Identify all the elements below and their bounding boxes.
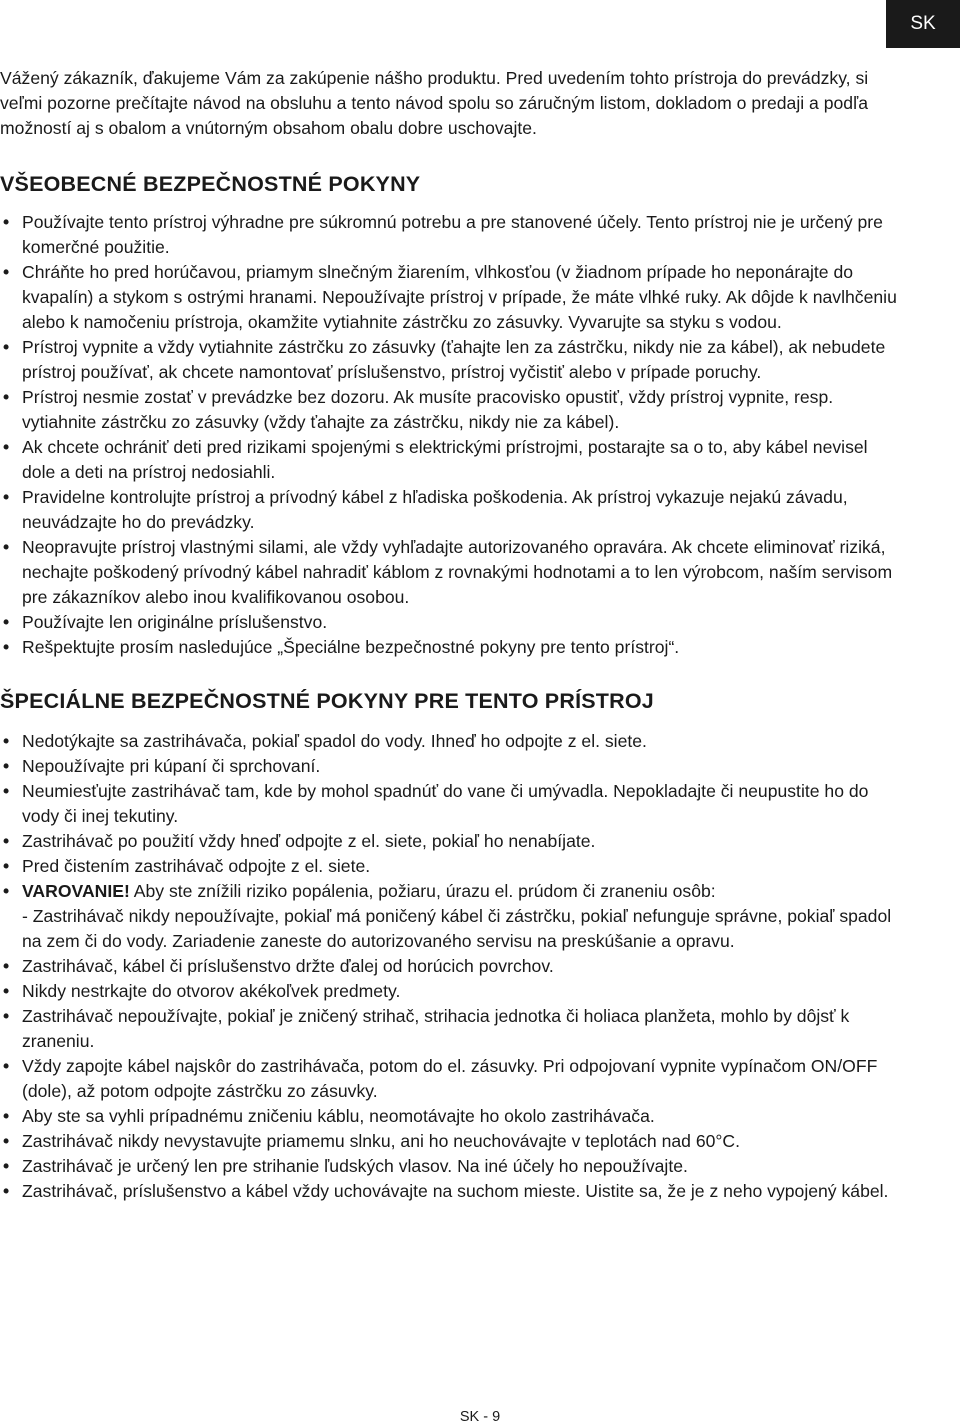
general-safety-heading: VŠEOBECNÉ BEZPEČNOSTNÉ POKYNY <box>0 172 421 196</box>
list-item: • Ak chcete ochrániť deti pred rizikami spojenými s elektrickými prístrojmi, postarajte sa o to, aby kábel nevisel dole a deti na prístroj nedosiahli. <box>0 435 900 485</box>
special-safety-list <box>0 729 900 1204</box>
list-item: • Aby ste sa vyhli prípadnému zničeniu káblu, neomotávajte ho okolo zastrihávača. <box>0 1104 900 1129</box>
list-item: • Zastrihávač nepoužívajte, pokiaľ je zničený strihač, strihacia jednotka či holiaca planžeta, mohlo by dôjsť k zraneniu. <box>0 1004 900 1054</box>
list-item: • Pravidelne kontrolujte prístroj a prívodný kábel z hľadiska poškodenia. Ak prístroj vykazuje nejakú závadu, neuvádzajte ho do prevádzky. <box>0 485 900 535</box>
list-item: • Chráňte ho pred horúčavou, priamym slnečným žiarením, vlhkosťou (v žiadnom prípade ho neponárajte do kvapalín) a stykom s ostrými hranami. Nepoužívajte prístroj v prípade, že máte vlhké ruky. Ak dôjde k navlhčeniu alebo k namočeniu prístroja, okamžite vytiahnite zástrčku zo zásuvky. Vyvarujte sa styku s vodou. <box>0 260 900 335</box>
page-number: SK - 9 <box>459 1409 501 1425</box>
list-item: • Prístroj nesmie zostať v prevádzke bez dozoru. Ak musíte pracovisko opustiť, vždy prístroj vypnite, resp. vytiahnite zástrčku zo zásuvky (vždy ťahajte za zástrčku, nikdy nie za kábel). <box>0 385 900 435</box>
document-body <box>0 66 900 1204</box>
list-item: • Neopravujte prístroj vlastnými silami, ale vždy vyhľadajte autorizovaného opravára. Ak chcete eliminovať riziká, nechajte poškodený prívodný kábel nahradiť káblom z rovnakými hodnotami a to len výrobcom, naším servisom pre zákazníkov alebo inou kvalifikovanou osobou. <box>0 535 900 610</box>
list-item: • Vždy zapojte kábel najskôr do zastrihávača, potom do el. zásuvky. Pri odpojovaní vypnite vypínačom ON/OFF (dole), až potom odpojte zástrčku zo zásuvky. <box>0 1054 900 1104</box>
list-item: • Zastrihávač, príslušenstvo a kábel vždy uchovávajte na suchom mieste. Uistite sa, že je z neho vypojený kábel. <box>0 1179 900 1204</box>
list-item: • Nepoužívajte pri kúpaní či sprchovaní. <box>0 754 900 779</box>
warning-item <box>0 879 900 954</box>
language-tab: SK <box>886 0 960 48</box>
special-safety-heading: ŠPECIÁLNE BEZPEČNOSTNÉ POKYNY PRE TENTO PRÍSTROJ <box>0 689 654 713</box>
list-item: • Zastrihávač po použití vždy hneď odpojte z el. siete, pokiaľ ho nenabíjate. <box>0 829 900 854</box>
list-item: • Prístroj vypnite a vždy vytiahnite zástrčku zo zásuvky (ťahajte len za zástrčku, nikdy nie za kábel), ak nebudete prístroj používať, ak chcete namontovať príslušenstvo, prístroj vyčistiť alebo v prípade poruchy. <box>0 335 900 385</box>
list-item: • Používajte len originálne príslušenstvo. <box>0 610 900 635</box>
list-item: • Pred čistením zastrihávač odpojte z el. siete. <box>0 854 900 879</box>
warning-text: Aby ste znížili riziko popálenia, požiaru, úrazu el. prúdom či zraneniu osôb: <box>129 881 716 901</box>
list-item: • Zastrihávač, kábel či príslušenstvo držte ďalej od horúcich povrchov. <box>0 954 900 979</box>
list-item: • Nedotýkajte sa zastrihávača, pokiaľ spadol do vody. Ihneď ho odpojte z el. siete. <box>0 729 900 754</box>
list-item: • Používajte tento prístroj výhradne pre súkromnú potrebu a pre stanovené účely. Tento prístroj nie je určený pre komerčné použitie. <box>0 210 900 260</box>
warning-label: VAROVANIE! <box>22 881 130 901</box>
list-item: • Neumiesťujte zastrihávač tam, kde by mohol spadnúť do vane či umývadla. Nepokladajte či neupustite ho do vody či inej tekutiny. <box>0 779 900 829</box>
warning-continuation: - Zastrihávač nikdy nepoužívajte, pokiaľ má poničený kábel či zástrčku, pokiaľ nefunguje správne, pokiaľ spadol na zem či do vody. Zariadenie zaneste do autorizovaného servisu na preskúšanie a opravu. <box>22 906 892 951</box>
general-safety-list <box>0 210 900 660</box>
list-item: • Zastrihávač je určený len pre strihanie ľudských vlasov. Na iné účely ho nepoužívajte. <box>0 1154 900 1179</box>
list-item: • Zastrihávač nikdy nevystavujte priamemu slnku, ani ho neuchovávajte v teplotách nad 60°C. <box>0 1129 900 1154</box>
list-item: • Rešpektujte prosím nasledujúce „Špeciálne bezpečnostné pokyny pre tento prístroj“. <box>0 635 900 660</box>
list-item: • Nikdy nestrkajte do otvorov akékoľvek predmety. <box>0 979 900 1004</box>
intro-paragraph: Vážený zákazník, ďakujeme Vám za zakúpenie nášho produktu. Pred uvedením tohto prístroja do prevádzky, si veľmi pozorne prečítajte návod na obsluhu a tento návod spolu so záručným listom, dokladom o predaji a podľa možností aj s obalom a vnútorným obsahom obalu dobre uschovajte. <box>0 68 869 138</box>
